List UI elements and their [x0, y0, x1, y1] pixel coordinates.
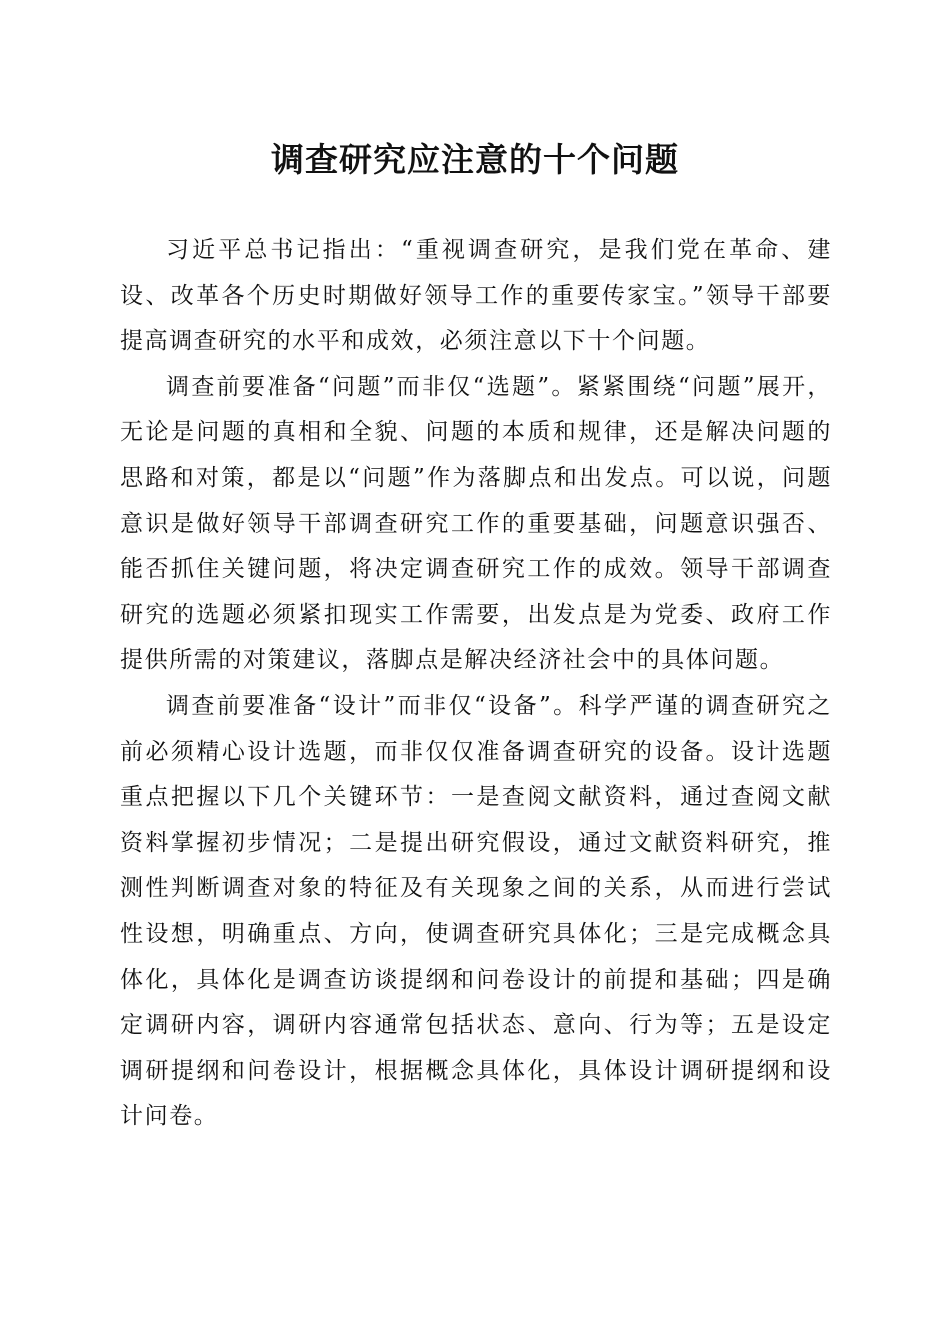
- paragraph-design: 调查前要准备“设计”而非仅“设备”。科学严谨的调查研究之前必须精心设计选题，而非仅仅准备调查研究的设备。设计选题重点把握以下几个关键环节：一是查阅文献资料，通过查阅文献资料掌握初步情况；二是提出研究假设，通过文献资料研究，推测性判断调查对象的特征及有关现象之间的关系，从而进行尝试性设想，明确重点、方向，使调查研究具体化；三是完成概念具体化，具体化是调查访谈提纲和问卷设计的前提和基础；四是确定调研内容，调研内容通常包括状态、意向、行为等；五是设定调研提纲和问卷设计，根据概念具体化，具体设计调研提纲和设计问卷。: [120, 692, 832, 1130]
- document-title: 调查研究应注意的十个问题: [271, 140, 679, 179]
- paragraph-problem: 调查前要准备“问题”而非仅“选题”。紧紧围绕“问题”展开，无论是问题的真相和全貌、问题的本质和规律，还是解决问题的思路和对策，都是以“问题”作为落脚点和出发点。可以说，问题意识是做好领导干部调查研究工作的重要基础，问题意识强否、能否抓住关键问题，将决定调查研究工作的成效。领导干部调查研究的选题必须紧扣现实工作需要，出发点是为党委、政府工作提供所需的对策建议，落脚点是解决经济社会中的具体问题。: [120, 373, 832, 674]
- paragraph-intro: 习近平总书记指出：“重视调查研究，是我们党在革命、建设、改革各个历史时期做好领导工作的重要传家宝。”领导干部要提高调查研究的水平和成效，必须注意以下十个问题。: [120, 237, 832, 355]
- document-body: [120, 228, 832, 1140]
